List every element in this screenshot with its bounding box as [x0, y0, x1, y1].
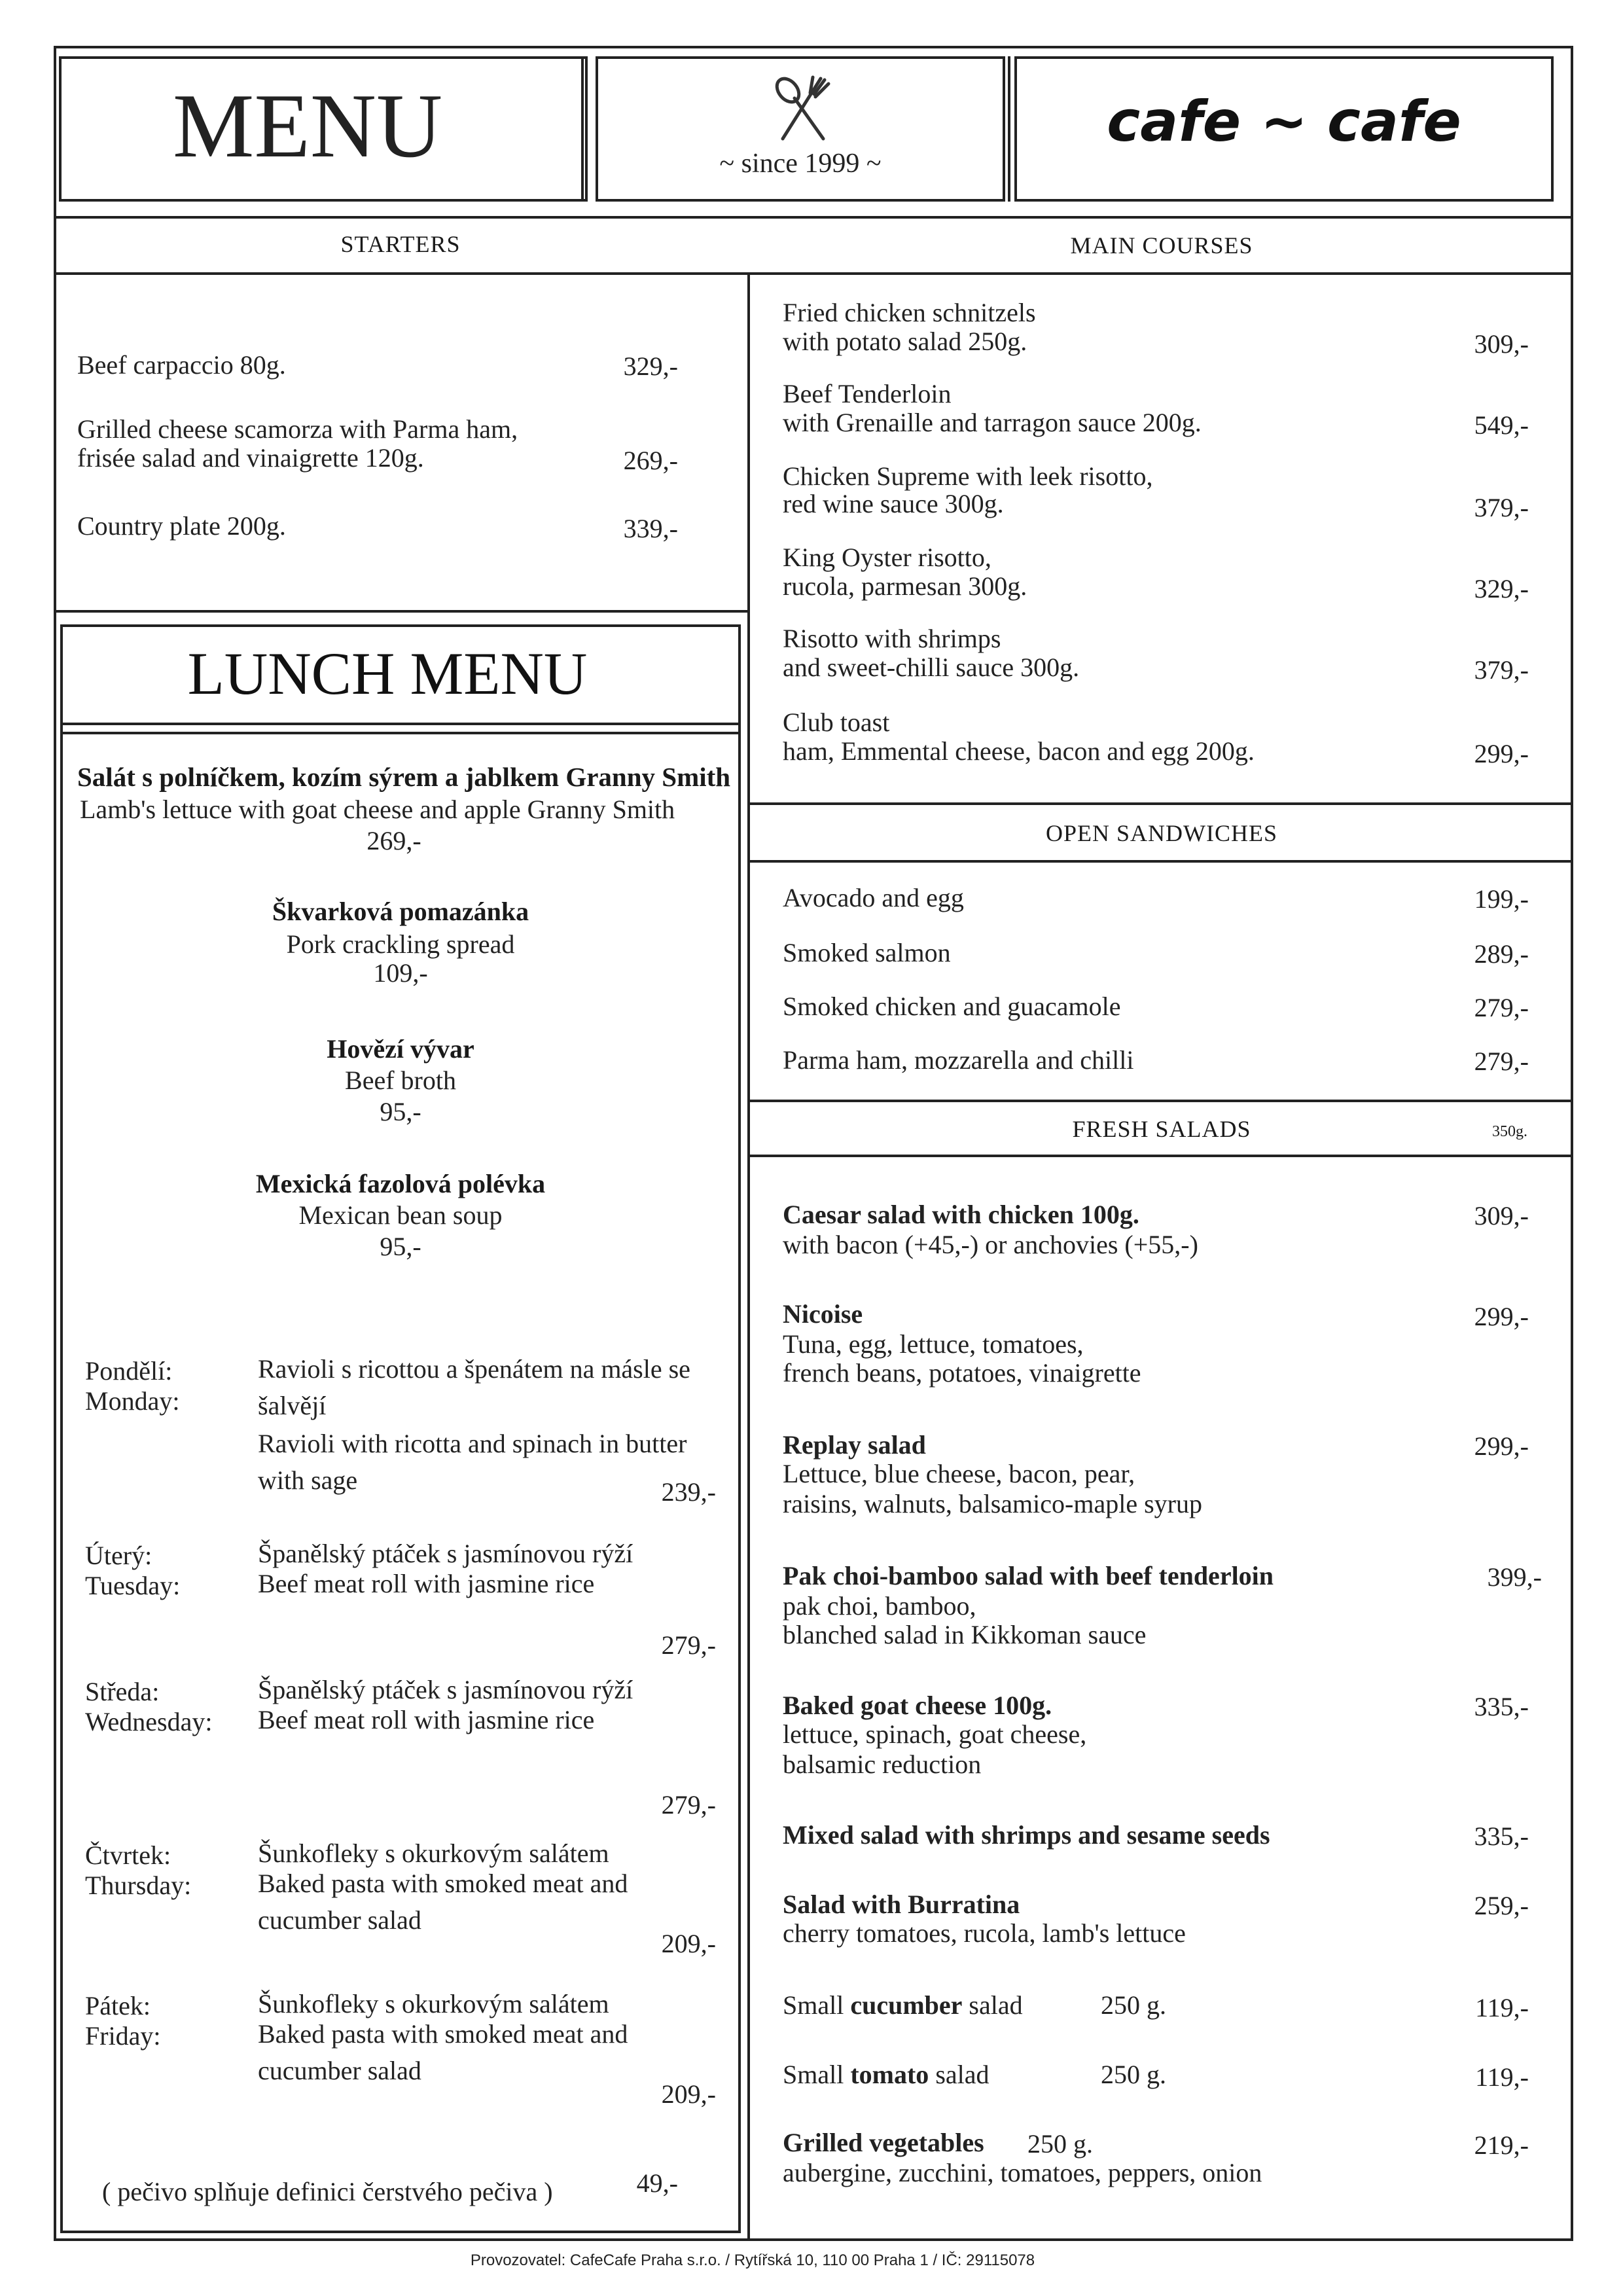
salad-price: 119,- — [1475, 1993, 1529, 2022]
starter-name: Country plate 200g. — [77, 511, 286, 541]
main-name: Beef Tenderloin — [783, 379, 952, 408]
dish-cz: Šunkofleky s okurkovým salátem — [258, 1989, 609, 2018]
main-name: Risotto with shrimps — [783, 624, 1001, 653]
rule-sandwiches-bottom — [747, 860, 1573, 863]
column-divider — [747, 272, 750, 2241]
salad-name: Caesar salad with chicken 100g. — [783, 1200, 1139, 1229]
dish-price: 279,- — [661, 1630, 716, 1660]
dish-cz: Ravioli s ricottou a špenátem na másle se šalvějí — [258, 1354, 690, 1420]
day-cz: Středa: — [85, 1677, 160, 1706]
starters-header: STARTERS — [340, 231, 461, 257]
salad-price: 259,- — [1474, 1891, 1529, 1920]
salad-price: 299,- — [1474, 1302, 1529, 1331]
lunch-broth-cz: Hovězí vývar — [327, 1034, 474, 1064]
salad-weight: 250 g. — [1101, 2060, 1166, 2089]
main-desc: red wine sauce 300g. — [783, 489, 1004, 518]
salad-price: 119,- — [1475, 2062, 1529, 2092]
main-name: Fried chicken schnitzels — [783, 298, 1036, 327]
day-en: Thursday: — [85, 1871, 192, 1900]
since-text: ~ since 1999 ~ — [719, 149, 882, 179]
lunch-menu-title: LUNCH MENU — [187, 640, 588, 707]
starter-desc: frisée salad and vinaigrette 120g. — [77, 443, 424, 473]
lunch-soup-cz: Mexická fazolová polévka — [255, 1169, 546, 1198]
salad-name-pre: Small — [783, 1990, 851, 2020]
main-price: 549,- — [1474, 410, 1529, 440]
sandwich-name: Smoked salmon — [783, 938, 951, 967]
day-cz: Čtvrtek: — [85, 1840, 171, 1870]
salad-weight: 250 g. — [1027, 2129, 1093, 2159]
salad-name-post: salad — [929, 2060, 990, 2089]
dish-cz: Šunkofleky s okurkovým salátem — [258, 1839, 609, 1868]
salad-name: Salad with Burratina — [783, 1890, 1020, 1919]
lunch-salad-cz: Salát s polníčkem, kozím sýrem a jablkem Granny Smith — [77, 762, 731, 792]
main-name: Club toast — [783, 708, 890, 737]
lunch-salad-en: Lamb's lettuce with goat cheese and apple Granny Smith — [80, 795, 675, 824]
lunch-title-rule-2 — [60, 732, 741, 734]
salad-desc: cherry tomatoes, rucola, lamb's lettuce — [783, 1918, 1186, 1948]
lunch-broth-price: 95,- — [380, 1097, 421, 1126]
fresh-salads-header: FRESH SALADS — [1072, 1116, 1251, 1142]
dish-cz: Španělský ptáček s jasmínovou rýží — [258, 1539, 633, 1568]
main-courses-header: MAIN COURSES — [1070, 232, 1253, 259]
salad-desc: with bacon (+45,-) or anchovies (+55,-) — [783, 1230, 1198, 1259]
rule-top-sections — [54, 216, 1573, 219]
sandwich-price: 199,- — [1474, 884, 1529, 914]
salad-name: Pak choi-bamboo salad with beef tenderloin — [783, 1561, 1274, 1590]
salad-name-bold: tomato — [850, 2060, 929, 2089]
salad-desc: balsamic reduction — [783, 1749, 982, 1779]
main-price: 379,- — [1474, 655, 1529, 685]
menu-title: MENU — [172, 75, 443, 177]
pastry-price: 49,- — [636, 2168, 678, 2198]
main-desc: and sweet-chilli sauce 300g. — [783, 653, 1080, 682]
dish-price: 209,- — [661, 2079, 716, 2109]
starter-price: 329,- — [623, 351, 678, 381]
dish-price: 279,- — [661, 1790, 716, 1820]
dish-price: 239,- — [661, 1477, 716, 1507]
salad-name-pre: Small — [783, 2060, 851, 2089]
salad-name: Mixed salad with shrimps and sesame seeds — [783, 1820, 1270, 1850]
salad-name-bold: cucumber — [850, 1990, 963, 2020]
salad-desc: Lettuce, blue cheese, bacon, pear, — [783, 1459, 1135, 1488]
salad-price: 309,- — [1474, 1201, 1529, 1230]
starter-name: Beef carpaccio 80g. — [77, 350, 286, 380]
sandwich-name: Avocado and egg — [783, 883, 964, 912]
open-sandwiches-header: OPEN SANDWICHES — [1045, 820, 1277, 846]
salad-name-post: salad — [962, 1990, 1023, 2020]
day-en: Friday: — [85, 2021, 161, 2051]
starter-price: 269,- — [623, 446, 678, 475]
footer-text: Provozovatel: CafeCafe Praha s.r.o. / Rytířská 10, 110 00 Praha 1 / IČ: 29115078 — [470, 2251, 1035, 2269]
header-divider-left — [581, 56, 584, 202]
lunch-spread-cz: Škvarková pomazánka — [272, 897, 529, 926]
pastry-note: ( pečivo splňuje definici čerstvého pečiva ) — [102, 2177, 553, 2206]
main-price: 379,- — [1474, 493, 1529, 522]
main-desc: ham, Emmental cheese, bacon and egg 200g. — [783, 736, 1255, 766]
rule-salads-top — [747, 1100, 1573, 1102]
dish-en: Ravioli with ricotta and spinach in butter with sage — [258, 1429, 687, 1495]
rule-sandwiches-top — [747, 802, 1573, 805]
salad-name — [783, 2060, 990, 2089]
fork-spoon-icon — [770, 73, 835, 145]
lunch-spread-price: 109,- — [373, 958, 428, 988]
salad-desc: raisins, walnuts, balsamico-maple syrup — [783, 1489, 1202, 1518]
lunch-salad-price: 269,- — [366, 826, 421, 855]
day-en: Wednesday: — [85, 1707, 213, 1736]
main-price: 309,- — [1474, 329, 1529, 359]
dish-cz: Španělský ptáček s jasmínovou rýží — [258, 1675, 633, 1704]
salad-price: 219,- — [1474, 2130, 1529, 2160]
sandwich-name: Smoked chicken and guacamole — [783, 992, 1121, 1021]
rule-salads-bottom — [747, 1155, 1573, 1157]
salad-weight: 250 g. — [1101, 1990, 1166, 2020]
day-cz: Pondělí: — [85, 1356, 173, 1386]
brand-name: cafe ~ cafe — [1107, 89, 1461, 154]
rule-under-starters — [54, 610, 747, 613]
salad-desc: aubergine, zucchini, tomatoes, peppers, onion — [783, 2158, 1262, 2187]
dish-en: Beef meat roll with jasmine rice — [258, 1705, 595, 1734]
main-desc: with potato salad 250g. — [783, 327, 1027, 356]
lunch-soup-en: Mexican bean soup — [298, 1200, 503, 1230]
rule-under-sections — [54, 272, 1573, 275]
main-price: 329,- — [1474, 574, 1529, 603]
lunch-spread-en: Pork crackling spread — [286, 929, 515, 959]
dish-en: Baked pasta with smoked meat and cucumber salad — [258, 2019, 628, 2085]
salad-desc: blanched salad in Kikkoman sauce — [783, 1620, 1147, 1649]
day-en: Monday: — [85, 1386, 180, 1416]
main-desc: rucola, parmesan 300g. — [783, 571, 1027, 601]
salad-name: Nicoise — [783, 1299, 863, 1329]
main-name: Chicken Supreme with leek risotto, — [783, 461, 1153, 491]
day-cz: Úterý: — [85, 1541, 152, 1570]
salad-desc: Tuna, egg, lettuce, tomatoes, — [783, 1329, 1084, 1359]
salad-desc: french beans, potatoes, vinaigrette — [783, 1358, 1141, 1388]
salad-name: Replay salad — [783, 1430, 926, 1460]
dish-en: Beef meat roll with jasmine rice — [258, 1569, 595, 1598]
starter-name: Grilled cheese scamorza with Parma ham, — [77, 414, 518, 444]
main-desc: with Grenaille and tarragon sauce 200g. — [783, 408, 1202, 437]
dish-en: Baked pasta with smoked meat and cucumber salad — [258, 1869, 628, 1935]
main-price: 299,- — [1474, 739, 1529, 768]
main-name: King Oyster risotto, — [783, 543, 991, 572]
starter-price: 339,- — [623, 514, 678, 543]
salad-desc: lettuce, spinach, goat cheese, — [783, 1719, 1087, 1749]
sandwich-name: Parma ham, mozzarella and chilli — [783, 1045, 1134, 1075]
salad-price: 299,- — [1474, 1431, 1529, 1461]
lunch-soup-price: 95,- — [380, 1232, 421, 1261]
sandwich-price: 279,- — [1474, 1047, 1529, 1076]
salad-price: 399,- — [1487, 1562, 1542, 1592]
sandwich-price: 289,- — [1474, 939, 1529, 969]
fresh-salads-weight: 350g. — [1492, 1123, 1527, 1140]
salad-name: Baked goat cheese 100g. — [783, 1691, 1052, 1720]
lunch-broth-en: Beef broth — [345, 1066, 456, 1095]
day-en: Tuesday: — [85, 1571, 181, 1600]
lunch-title-rule — [60, 723, 741, 725]
salad-desc: pak choi, bamboo, — [783, 1591, 976, 1621]
salad-name: Grilled vegetables — [783, 2128, 984, 2157]
day-cz: Pátek: — [85, 1991, 151, 2020]
dish-price: 209,- — [661, 1929, 716, 1958]
salad-price: 335,- — [1474, 1821, 1529, 1851]
header-divider-right — [1008, 56, 1010, 202]
sandwich-price: 279,- — [1474, 993, 1529, 1022]
salad-name — [783, 1991, 1023, 2020]
salad-price: 335,- — [1474, 1692, 1529, 1721]
